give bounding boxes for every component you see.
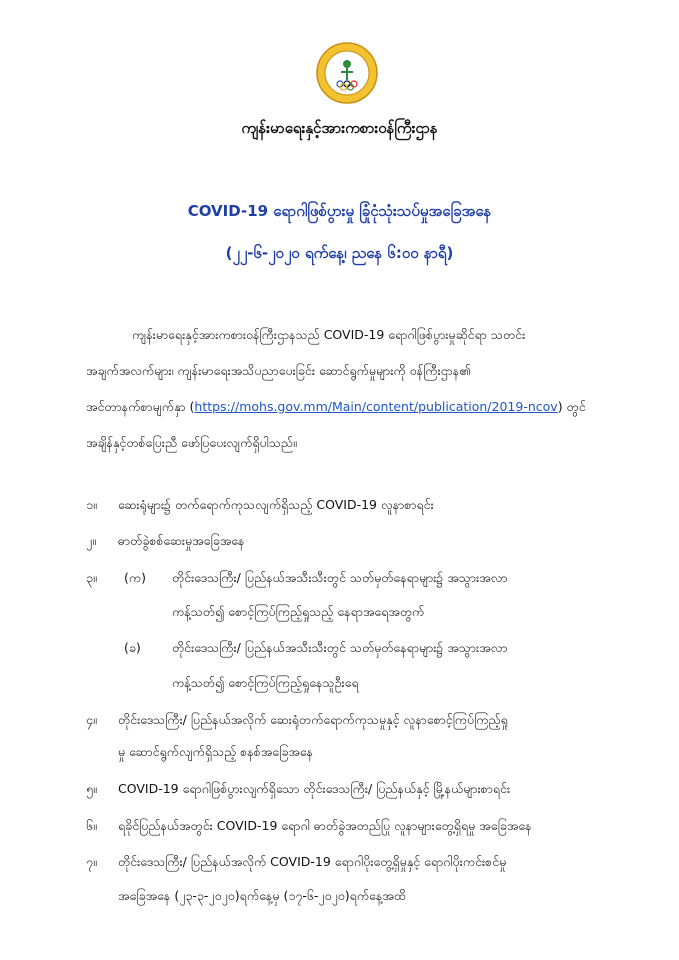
list-item-text: တိုင်းဒေသကြီး/ ပြည်နယ်အသီးသီးတွင် သတ်မှတ်နေရာများ၌ အသွားအလာ <box>172 640 508 655</box>
report-date: (၂၂-၆-၂၀၂၀ ရက်နေ့၊ ညနေ ၆:၀၀ နာရီ) <box>225 244 454 262</box>
list-item: ၇။ တိုင်းဒေသကြီး/ ပြည်နယ်အလိုက် COVID-19 ရောဂါပိုးတွေ့ရှိမှုနှင့် ရောဂါပိုးကင်းစင်မှု <box>86 854 507 869</box>
list-item: ၂။ ဓာတ်ခွဲစစ်ဆေးမှုအခြေအနေ <box>86 533 245 548</box>
intro-line-1: ကျန်းမာရေးနှင့်အားကစားဝန်ကြီးဌာနသည် COVID-19 ရောဂါဖြစ်ပွားမှုဆိုင်ရာ သတင်း <box>132 327 526 342</box>
report-title: COVID-19 ရောဂါဖြစ်ပွားမှု ခြုံငုံသုံးသပ်မှုအခြေအနေ <box>187 202 492 220</box>
list-item-text: ကန့်သတ်၍ စောင့်ကြပ်ကြည့်ရှုသည့် နေရာအရေအတွက် <box>172 604 425 619</box>
intro-paragraph <box>86 317 642 461</box>
ministry-heading: ကျန်းမာရေးနှင့်အားကစားဝန်ကြီးဌာန <box>241 119 438 137</box>
list-item-text: မှု ဆောင်ရွက်လျက်ရှိသည့် စနစ်အခြေအနေ <box>118 744 314 759</box>
list-item-text: တိုင်းဒေသကြီး/ ပြည်နယ်အသီးသီးတွင် သတ်မှတ်နေရာများ၌ အသွားအလာ <box>172 570 508 585</box>
covid-info-link[interactable]: https://mohs.gov.mm/Main/content/publication/2019-ncov <box>194 399 558 414</box>
intro-line-2: အချက်အလက်များ၊ ကျန်းမာရေးအသိပညာပေးခြင်း ဆောင်ရွက်မှုများကို ဝန်ကြီးဌာန၏ <box>86 363 471 378</box>
intro-line-3: အင်တာနက်စာမျက်နှာ (https://mohs.gov.mm/Main/content/publication/2019-ncov) တွင် <box>86 399 586 414</box>
list-item: ၆။ ရခိုင်ပြည်နယ်အတွင်း COVID-19 ရောဂါ ဓာတ်ခွဲအတည်ပြု လူနာများတွေ့ရှိရမှု အခြေအနေ <box>86 818 532 833</box>
list-item-text: ကန့်သတ်၍ စောင့်ကြပ်ကြည့်ရှုနေသူဦးရေ <box>172 675 359 690</box>
list-item: ၃။ <box>86 570 97 585</box>
list-item: ၁။ ဆေးရုံများ၌ တက်ရောက်ကုသလျက်ရှိသည့် COVID-19 လူနာစာရင်း <box>86 497 434 512</box>
sub-item-marker: (က) <box>124 570 146 585</box>
list-item-text: အခြေအနေ (၂၃-၃-၂၀၂၀)ရက်နေ့မှ (၁၇-၆-၂၀၂၀)ရက်နေ့အထိ <box>118 888 406 903</box>
list-item: ၄။ တိုင်းဒေသကြီး/ ပြည်နယ်အလိုက် ဆေးရုံတက်ရောက်ကုသမှုနှင့် လူနာစောင့်ကြပ်ကြည့်ရှု <box>86 712 508 727</box>
intro-line-4: အချိန်နှင့်တစ်ပြေးညီ ဖော်ပြပေးလျက်ရှိပါသည်။ <box>86 435 297 450</box>
sub-item-marker: (ခ) <box>124 640 141 655</box>
ministry-logo <box>316 42 378 104</box>
list-item: ၅။ COVID-19 ရောဂါဖြစ်ပွားလျက်ရှိသော တိုင်းဒေသကြီး/ ပြည်နယ်နှင့် မြို့နယ်များစာရင်း <box>86 781 511 796</box>
